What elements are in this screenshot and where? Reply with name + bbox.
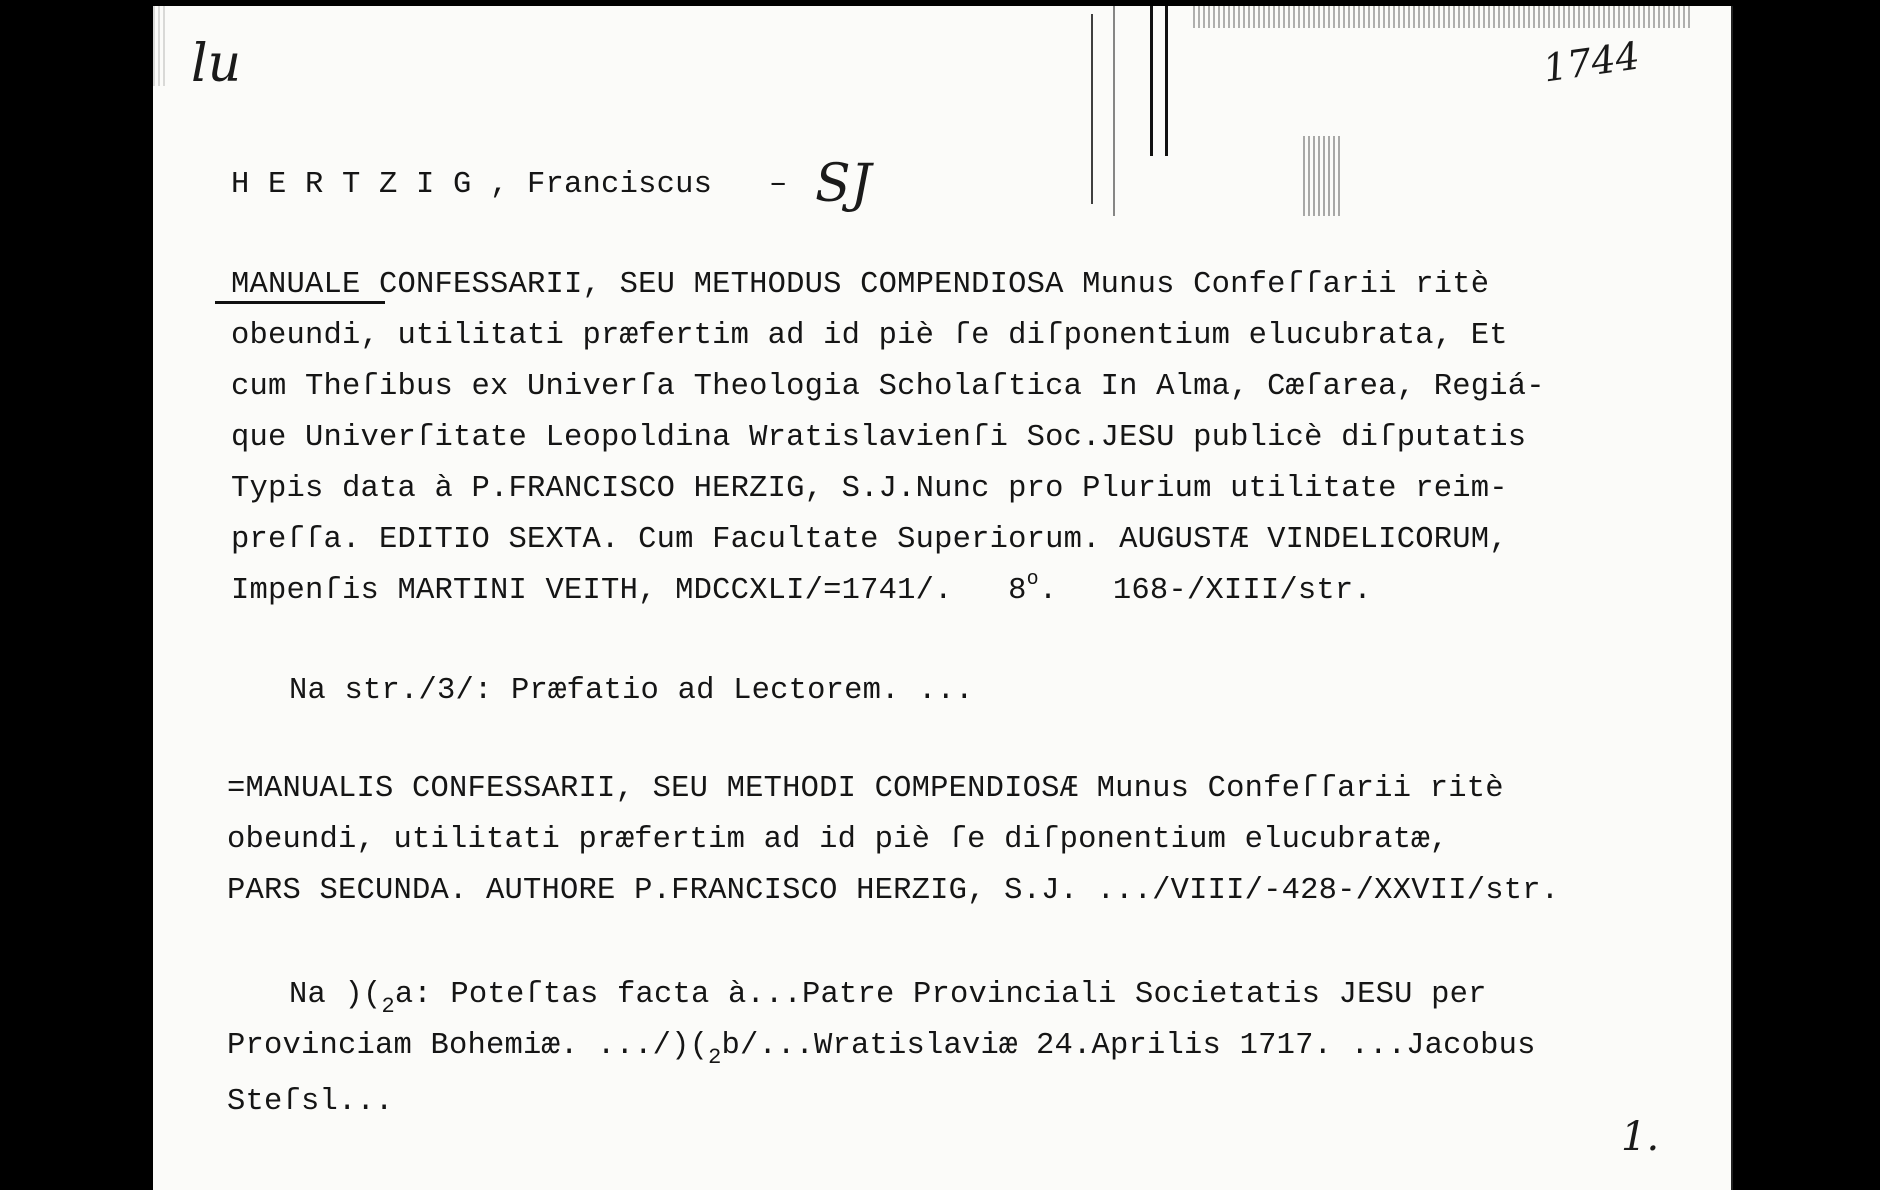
note-permission-line (227, 1029, 1536, 1070)
title-line: que Univerſitate Leopoldina Wratislavienſi Soc.JESU publicè diſputatis (231, 421, 1527, 455)
card-edge (1731, 6, 1733, 1190)
heading-dash: – (769, 168, 788, 202)
handwritten-order-mark: SJ (815, 154, 872, 214)
scan-line (1091, 14, 1093, 204)
handwritten-page-number: 1. (1621, 1114, 1660, 1160)
scan-noise (1303, 136, 1343, 216)
title-line: cum Theſibus ex Univerſa Theologia Scholaſtica In Alma, Cæſarea, Regiá- (231, 370, 1545, 404)
signature-subscript: 2 (381, 994, 395, 1019)
imprint-line (231, 568, 1372, 611)
scan-noise (1193, 6, 1693, 28)
part-two-line: =MANUALIS CONFESSARII, SEU METHODI COMPENDIOSÆ Munus Confeſſarii ritè (227, 772, 1504, 806)
part-two-line: PARS SECUNDA. AUTHORE P.FRANCISCO HERZIG, S.J. .../VIII/-428-/XXVII/str. (227, 874, 1560, 908)
title-line: Typis data à P.FRANCISCO HERZIG, S.J.Nunc pro Plurium utilitate reim- (231, 472, 1508, 506)
note-text: Provinciam Bohemiæ. .../)( (227, 1029, 709, 1063)
note-permission-line: Steſsl... (227, 1085, 394, 1119)
title-line: obeundi, utilitati præfertim ad id piè ſe diſponentium elucubrata, Et (231, 319, 1508, 353)
scan-line (1165, 6, 1168, 156)
imprint-pagination: . 168-/XIII/str. (1038, 574, 1372, 608)
note-text: b/...Wratislaviæ 24.Aprilis 1717. ...Jacobus (721, 1029, 1536, 1063)
note-text: Na )( (289, 978, 382, 1012)
note-preface: Na str./3/: Præfatio ad Lectorem. ... (289, 674, 974, 708)
imprint-text: Impenſis MARTINI VEITH, MDCCXLI/=1741/. 8 (231, 574, 1027, 608)
signature-subscript: 2 (708, 1045, 722, 1070)
title-line: MANUALE CONFESSARII, SEU METHODUS COMPENDIOSA Munus Confeſſarii ritè (231, 268, 1490, 302)
scan-line (1150, 6, 1153, 156)
corner-handwritten-mark: lu (191, 34, 242, 94)
catalog-card (153, 6, 1733, 1190)
note-permission-line (289, 978, 1487, 1019)
scan-line (1113, 6, 1115, 216)
author-heading: H E R T Z I G , Franciscus (231, 168, 713, 202)
part-two-line: obeundi, utilitati præfertim ad id piè ſe diſponentium elucubratæ, (227, 823, 1449, 857)
note-text: a: Poteſtas facta à...Patre Provinciali Societatis JESU per (394, 978, 1487, 1012)
title-line: preſſa. EDITIO SEXTA. Cum Facultate Superiorum. AUGUSTÆ VINDELICORUM, (231, 523, 1508, 557)
scan-noise (153, 6, 167, 86)
handwritten-shelf-mark: 1744 (1540, 33, 1643, 91)
format-superscript: o (1026, 568, 1039, 591)
